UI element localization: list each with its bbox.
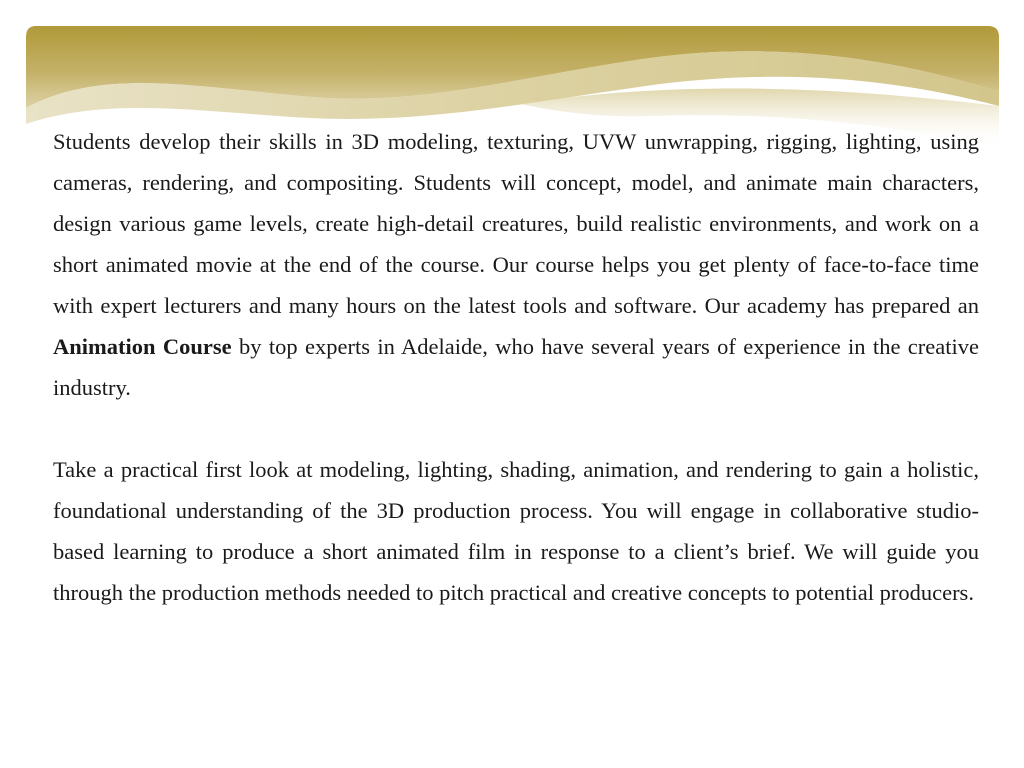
paragraph-1-text: Students develop their skills in 3D modeling, texturing, UVW unwrapping, rigging, lighting, using cameras, rendering, and compositing. Students will concept, model, and animate main characters, design various game levels, create high-detail creatures, build realistic environments, and work on a short animated movie at the end of the course. Our course helps you get plenty of face-to-face time with expert lecturers and many hours on the latest tools and software. Our academy has prepared an [53, 129, 979, 318]
animation-course-emphasis: Animation Course [53, 334, 232, 359]
paragraph-production-process: Take a practical first look at modeling, lighting, shading, animation, and rendering to gain a holistic, foundational understanding of the 3D production process. You will engage in collaborative studio-based learning to produce a short animated film in response to a client’s brief. We will guide you through the production methods needed to pitch practical and creative concepts to potential producers. [53, 457, 979, 605]
body-text [53, 121, 979, 613]
paragraph-course-skills [53, 121, 979, 408]
paragraph-1-text-end: by top experts in Adelaide, who have several years of experience in the creative industry. [53, 334, 979, 400]
